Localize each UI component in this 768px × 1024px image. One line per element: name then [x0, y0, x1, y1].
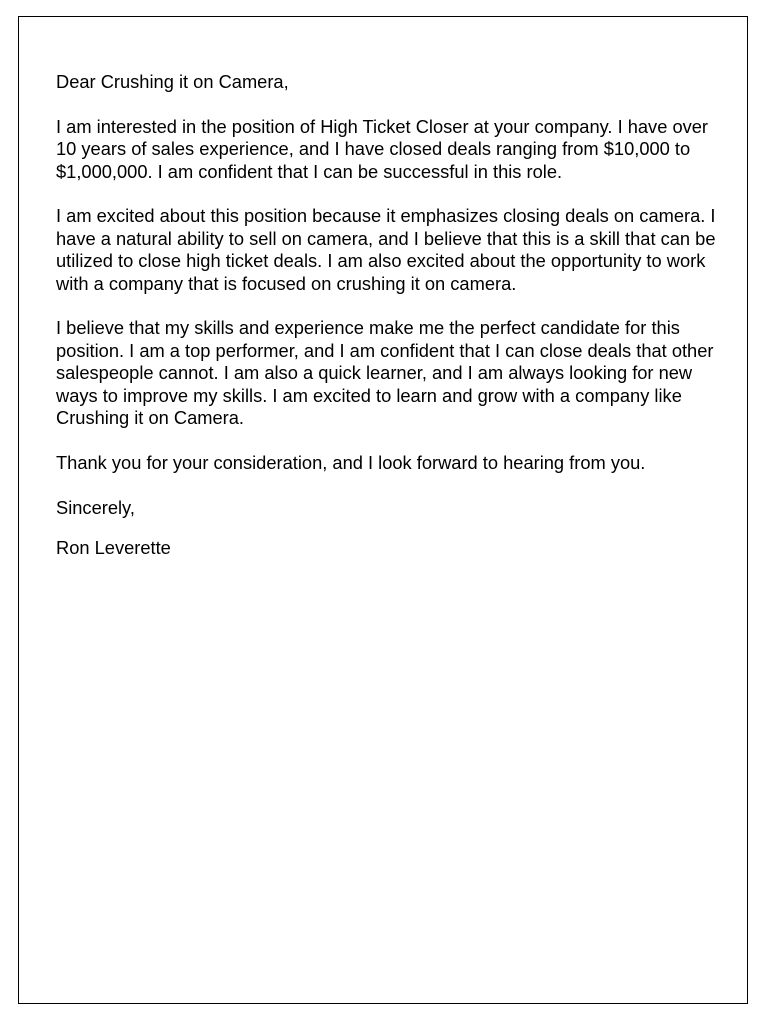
paragraph-intro: I am interested in the position of High Ticket Closer at your company. I have over 10 years of sales experience, and I have closed deals ranging from $10,000 to $1,000,000. I am confident that I can be successful in this role.	[56, 115, 709, 182]
paragraph-motivation: I am excited about this position because it emphasizes closing deals on camera. I have a natural ability to sell on camera, and I believe that this is a skill that can be utilized to close high ticket deals. I am also excited about the opportunity to work with a company that is focused on crushing it on camera.	[56, 205, 716, 294]
paragraph-thanks: Thank you for your consideration, and I look forward to hearing from you.	[56, 451, 646, 473]
salutation: Dear Crushing it on Camera,	[56, 71, 289, 92]
letter-page	[18, 16, 748, 1004]
signature: Ron Leverette	[56, 537, 171, 559]
closing: Sincerely,	[56, 496, 135, 518]
paragraph-qualifications: I believe that my skills and experience make me the perfect candidate for this position. I am a top performer, and I am confident that I can close deals that other salespeople cannot. I am also a quick learner, and I am always looking for new ways to improve my skills. I am excited to learn and grow with a company like Crushing it on Camera.	[56, 317, 714, 429]
cover-letter-body	[56, 71, 726, 582]
